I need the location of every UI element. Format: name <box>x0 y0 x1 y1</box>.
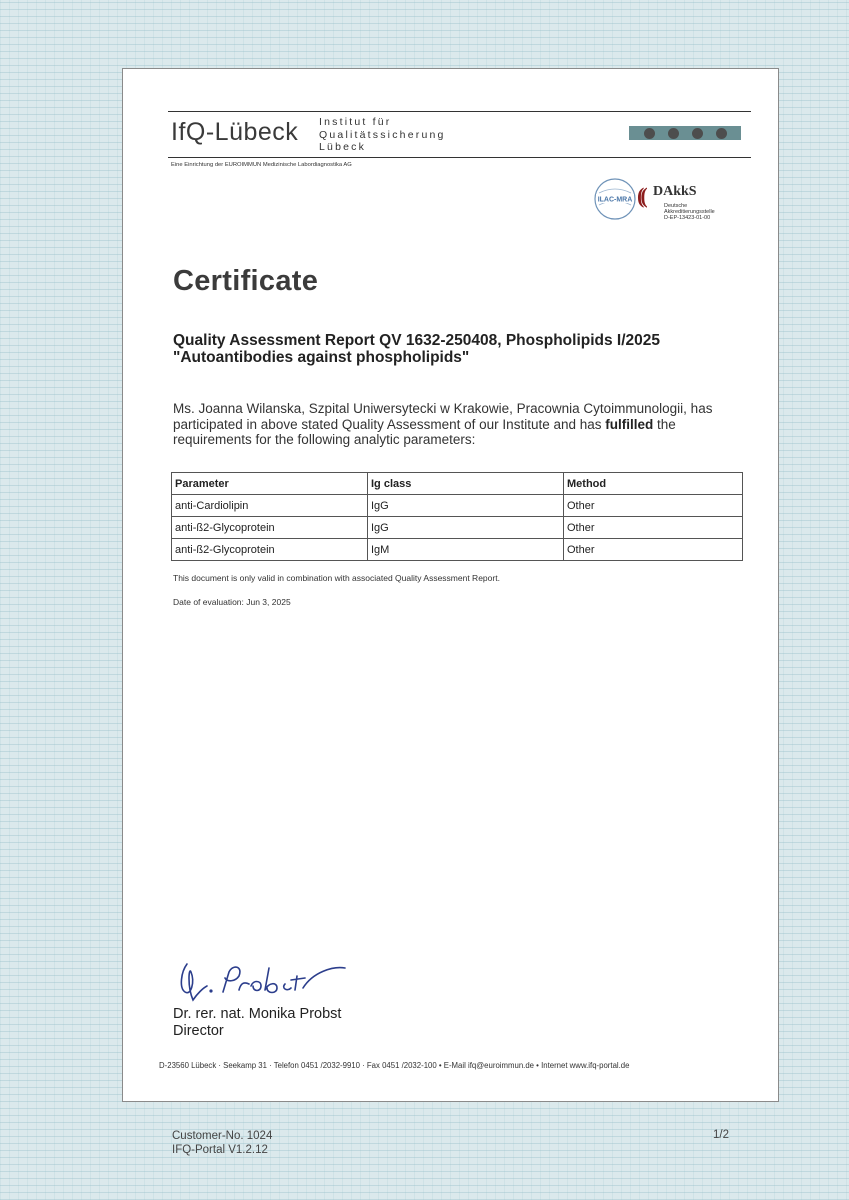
cell-ig-class: IgG <box>368 495 564 517</box>
column-header-parameter: Parameter <box>172 473 368 495</box>
cell-ig-class: IgG <box>368 517 564 539</box>
participation-statement: Ms. Joanna Wilanska, Szpital Uniwersytecki w Krakowie, Pracownia Cytoimmunologii, has participated in above stated Quality Assessment of our Institute and has fulfilled the requirements for the following analytic parameters: <box>173 401 713 447</box>
signer-block <box>173 1006 341 1040</box>
cell-parameter: anti-ß2-Glycoprotein <box>172 517 368 539</box>
cell-method: Other <box>564 539 743 561</box>
dakks-logo: (( DAkkS Deutsche Akkreditierungsstelle D-EP-13423-01-00 <box>637 183 715 221</box>
page-number: 1/2 <box>713 1129 729 1141</box>
validity-note: This document is only valid in combination with associated Quality Assessment Report. <box>173 573 500 583</box>
table-row <box>172 517 743 539</box>
header-top-rule <box>168 111 751 112</box>
table-header-row <box>172 473 743 495</box>
ilac-mra-logo <box>593 177 637 221</box>
certificate-sheet <box>122 68 779 1102</box>
evaluation-date: Date of evaluation: Jun 3, 2025 <box>173 597 291 607</box>
ilac-badge-text: ILAC-MRA <box>597 196 633 204</box>
cell-method: Other <box>564 495 743 517</box>
tagline: Eine Einrichtung der EUROIMMUN Medizinische Labordiagnostika AG <box>171 162 352 168</box>
column-header-ig-class: Ig class <box>368 473 564 495</box>
cell-method: Other <box>564 517 743 539</box>
signer-role: Director <box>173 1023 224 1039</box>
column-header-method: Method <box>564 473 743 495</box>
signer-name: Dr. rer. nat. Monika Probst <box>173 1006 342 1022</box>
ifq-logo: IfQ-Lübeck <box>171 118 299 146</box>
dot-icon <box>668 128 679 139</box>
contact-footer: D-23560 Lübeck · Seekamp 31 · Telefon 0451 /2032-9910 · Fax 0451 /2032-100 • E-Mail ifq@euroimmun.de • Internet www.ifq-portal.de <box>159 1061 630 1070</box>
portal-info <box>172 1129 272 1157</box>
table-row <box>172 539 743 561</box>
header-bottom-rule <box>168 157 751 158</box>
institute-name: Institut für Qualitätssicherung Lübeck <box>319 116 446 153</box>
parameters-table <box>171 472 743 561</box>
handwritten-signature <box>173 942 348 1004</box>
dot-icon <box>692 128 703 139</box>
dot-icon <box>644 128 655 139</box>
euroimmun-bar-logo <box>629 126 741 140</box>
table-row <box>172 495 743 517</box>
report-subtitle: Quality Assessment Report QV 1632-250408, Phospholipids I/2025 "Autoantibodies against phospholipids" <box>173 332 661 366</box>
cell-ig-class: IgM <box>368 539 564 561</box>
page-title: Certificate <box>173 265 319 297</box>
portal-version: IFQ-Portal V1.2.12 <box>172 1144 268 1156</box>
cell-parameter: anti-Cardiolipin <box>172 495 368 517</box>
dot-icon <box>716 128 727 139</box>
cell-parameter: anti-ß2-Glycoprotein <box>172 539 368 561</box>
dakks-mark-icon: (( <box>637 183 644 208</box>
customer-number: Customer-No. 1024 <box>172 1130 273 1142</box>
